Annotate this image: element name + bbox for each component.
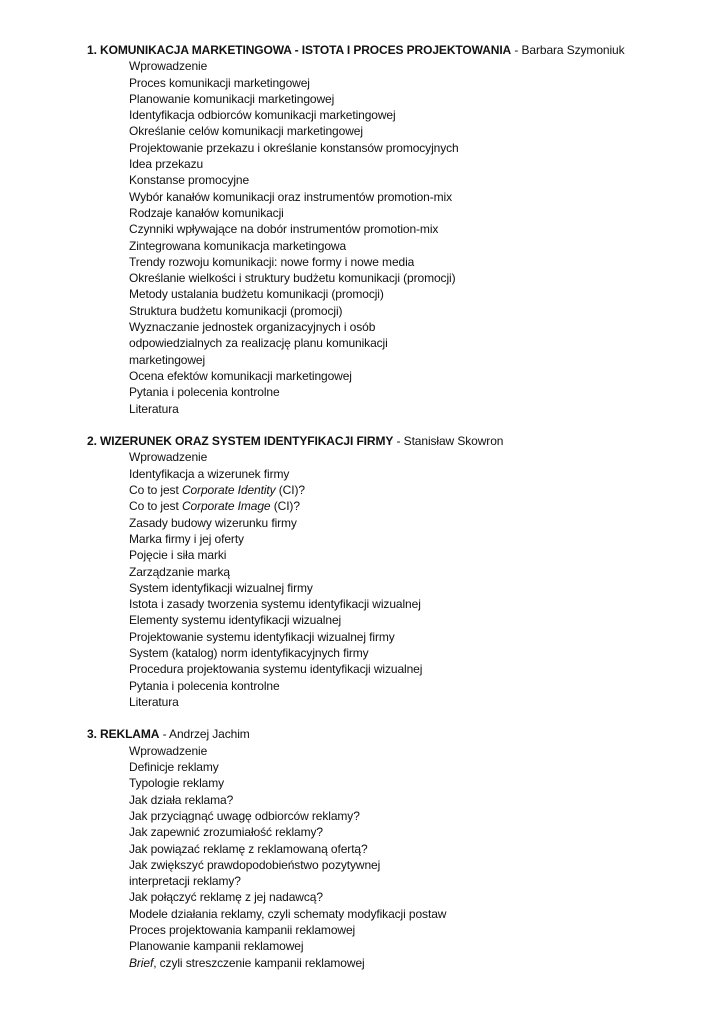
item-text: Rodzaje kanałów komunikacji (129, 205, 284, 220)
list-item (87, 221, 717, 237)
list-item (87, 384, 717, 400)
list-item (87, 661, 717, 677)
list-item (87, 857, 717, 873)
list-item (87, 91, 717, 107)
item-text: System (katalog) norm identyfikacyjnych firmy (129, 645, 369, 660)
item-text: Jak zapewnić zrozumiałość reklamy? (129, 825, 324, 840)
item-text: Jak powiązać reklamę z reklamowaną ofertą? (129, 841, 368, 856)
item-text: Ocena efektów komunikacji marketingowej (129, 368, 352, 383)
list-item (87, 270, 717, 286)
chapter-author: - Andrzej Jachim (159, 727, 250, 742)
item-text: Jak przyciągnąć uwagę odbiorców reklamy? (129, 808, 360, 823)
item-text: Proces projektowania kampanii reklamowej (129, 923, 356, 938)
table-of-contents (87, 42, 717, 987)
item-text: interpretacji reklamy? (129, 874, 241, 889)
list-item (87, 841, 717, 857)
list-item (87, 254, 717, 270)
list-item (87, 515, 717, 531)
item-text: Wprowadzenie (129, 450, 208, 465)
item-text: Co to jest (129, 499, 182, 514)
item-text: Modele działania reklamy, czyli schematy modyfikacji postaw (129, 906, 447, 921)
item-text: Literatura (129, 694, 179, 709)
item-text: Pytania i polecenia kontrolne (129, 385, 280, 400)
item-text: Wprowadzenie (129, 59, 208, 74)
list-item (87, 938, 717, 954)
list-item (87, 303, 717, 319)
list-item (87, 580, 717, 596)
list-item (87, 759, 717, 775)
list-item (87, 482, 717, 498)
item-text: Definicje reklamy (129, 760, 219, 775)
chapter-3 (87, 726, 717, 970)
item-text: marketingowej (129, 352, 206, 367)
list-item (87, 238, 717, 254)
list-item (87, 107, 717, 123)
list-item (87, 955, 717, 971)
italic-term: Brief (129, 955, 154, 970)
list-item (87, 449, 717, 465)
list-item (87, 564, 717, 580)
list-item (87, 792, 717, 808)
chapter-title: 3. REKLAMA (87, 727, 160, 742)
item-text: Metody ustalania budżetu komunikacji (promocji) (129, 287, 384, 302)
chapter-author: - Stanisław Skowron (393, 434, 504, 449)
list-item (87, 678, 717, 694)
item-text: Projektowanie systemu identyfikacji wizualnej firmy (129, 629, 395, 644)
item-text: Trendy rozwoju komunikacji: nowe formy i nowe media (129, 254, 415, 269)
item-text: Zasady budowy wizerunku firmy (129, 515, 297, 530)
item-text: Co to jest (129, 483, 182, 498)
item-text: Wprowadzenie (129, 743, 208, 758)
item-text: Jak połączyć reklamę z jej nadawcą? (129, 890, 323, 905)
list-item (87, 352, 717, 368)
list-item (87, 694, 717, 710)
list-item (87, 596, 717, 612)
chapter-heading (87, 42, 717, 58)
item-text: System identyfikacji wizualnej firmy (129, 580, 313, 595)
list-item (87, 58, 717, 74)
item-text: Zarządzanie marką (129, 564, 231, 579)
item-text: Planowanie komunikacji marketingowej (129, 91, 335, 106)
item-text: Literatura (129, 401, 179, 416)
list-item (87, 547, 717, 563)
item-text: Istota i zasady tworzenia systemu identyfikacji wizualnej (129, 597, 421, 612)
italic-term: Corporate Image (181, 499, 271, 514)
item-text: Konstanse promocyjne (129, 173, 250, 188)
chapter-title: 1. KOMUNIKACJA MARKETINGOWA - ISTOTA I PROCES PROJEKTOWANIA (87, 43, 512, 57)
item-text: Identyfikacja odbiorców komunikacji marketingowej (129, 108, 396, 123)
item-text: Struktura budżetu komunikacji (promocji) (129, 303, 343, 318)
item-text: Wybór kanałów komunikacji oraz instrumentów promotion-mix (129, 189, 452, 204)
item-text: (CI)? (275, 483, 305, 498)
item-text: Jak działa reklama? (129, 792, 234, 807)
list-item (87, 498, 717, 514)
list-item (87, 824, 717, 840)
item-text: Procedura projektowania systemu identyfikacji wizualnej (129, 662, 423, 677)
item-text: Pojęcie i siła marki (129, 548, 227, 563)
list-item (87, 612, 717, 628)
item-text: Planowanie kampanii reklamowej (129, 939, 304, 954)
item-text: Pytania i polecenia kontrolne (129, 678, 280, 693)
list-item (87, 189, 717, 205)
list-item (87, 156, 717, 172)
item-text: Idea przekazu (129, 157, 204, 172)
italic-term: Corporate Identity (181, 483, 276, 498)
item-text: Określanie celów komunikacji marketingowej (129, 124, 363, 139)
list-item (87, 205, 717, 221)
list-item (87, 123, 717, 139)
item-text: Zintegrowana komunikacja marketingowa (129, 238, 347, 253)
chapter-heading (87, 726, 717, 742)
list-item (87, 645, 717, 661)
list-item (87, 889, 717, 905)
item-text: Określanie wielkości i struktury budżetu komunikacji (promocji) (129, 271, 456, 286)
list-item (87, 873, 717, 889)
item-text: Typologie reklamy (129, 776, 225, 791)
item-text: Marka firmy i jej oferty (129, 531, 244, 546)
list-item (87, 75, 717, 91)
list-item (87, 319, 717, 335)
item-text: Projektowanie przekazu i określanie konstansów promocyjnych (129, 140, 459, 155)
item-text: Wyznaczanie jednostek organizacyjnych i osób (129, 320, 376, 335)
item-text: Proces komunikacji marketingowej (129, 75, 310, 90)
item-text: Czynniki wpływające na dobór instrumentów promotion-mix (129, 222, 439, 237)
list-item (87, 335, 717, 351)
chapter-author: - Barbara Szymoniuk (511, 43, 625, 57)
list-item (87, 401, 717, 417)
chapter-1 (87, 42, 717, 417)
chapter-heading (87, 433, 717, 449)
list-item (87, 172, 717, 188)
chapter-2 (87, 433, 717, 710)
item-text: Identyfikacja a wizerunek firmy (129, 466, 290, 481)
chapter-title: 2. WIZERUNEK ORAZ SYSTEM IDENTYFIKACJI FIRMY (87, 434, 394, 449)
list-item (87, 286, 717, 302)
list-item (87, 629, 717, 645)
list-item (87, 531, 717, 547)
list-item (87, 466, 717, 482)
list-item (87, 906, 717, 922)
list-item (87, 808, 717, 824)
list-item (87, 140, 717, 156)
list-item (87, 922, 717, 938)
item-text: , czyli streszczenie kampanii reklamowej (153, 955, 365, 970)
list-item (87, 775, 717, 791)
list-item (87, 368, 717, 384)
item-text: (CI)? (270, 499, 300, 514)
item-text: Jak zwiększyć prawdopodobieństwo pozytywnej (129, 857, 381, 872)
item-text: odpowiedzialnych za realizację planu komunikacji (129, 336, 388, 351)
list-item (87, 743, 717, 759)
item-text: Elementy systemu identyfikacji wizualnej (129, 613, 342, 628)
